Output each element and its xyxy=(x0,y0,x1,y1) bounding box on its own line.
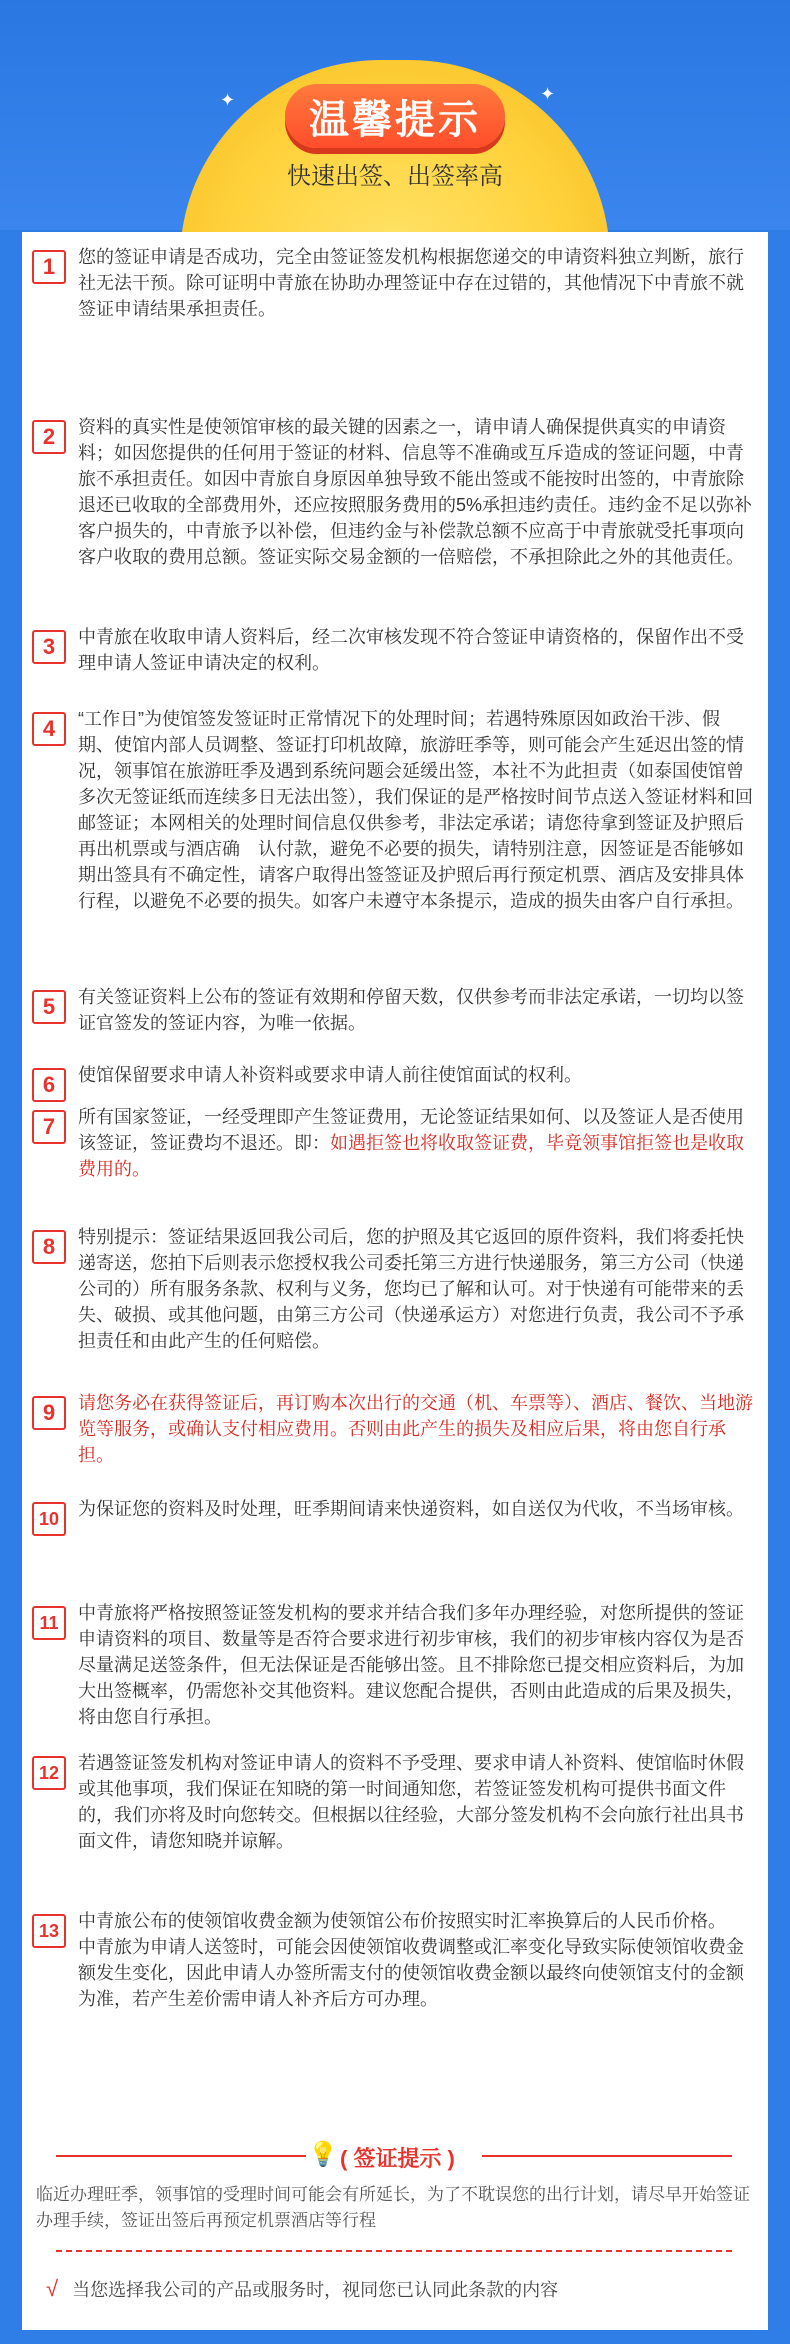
item-text-segment: 为保证您的资料及时处理，旺季期间请来快递资料，如自送仅为代收，不当场审核。 xyxy=(78,1499,744,1519)
item-text-segment: 若遇签证签发机构对签证申请人的资料不予受理、要求申请人补资料、使馆临时休假或其他事项，我们保证在知晓的第一时间通知您，若签证签发机构可提供书面文件的，我们亦将及时向您转交。但根据以往经验，大部分签发机构不会向旅行社出具书面文件，请您知晓并谅解。 xyxy=(78,1753,744,1851)
item-text-highlight: 请您务必在获得签证后，再订购本次出行的交通（机、车票等）、酒店、餐饮、当地游览等服务，或确认支付相应费用。否则由此产生的损失及相应后果，将由您自行承担。 xyxy=(78,1393,753,1465)
item-text-segment: 中青旅公布的使领馆收费金额为使领馆公布价按照实时汇率换算后的人民币价格。 xyxy=(78,1911,726,1931)
visa-tip-note: 临近办理旺季，领事馆的受理时间可能会有所延长，为了不耽误您的出行计划，请尽早开始签证办理手续，签证出签后再预定机票酒店等行程 xyxy=(36,2185,750,2230)
item-text xyxy=(78,1600,754,1730)
item-number: 10 xyxy=(32,1502,66,1536)
item-text xyxy=(78,624,754,676)
item-number: 7 xyxy=(32,1110,66,1144)
item-number: 12 xyxy=(32,1756,66,1790)
page-title: 温馨提示 xyxy=(309,97,481,142)
item-text xyxy=(78,1750,754,1854)
item-text-segment: 您的签证申请是否成功，完全由签证签发机构根据您递交的申请资料独立判断，旅行社无法干预。除可证明中青旅在协助办理签证中存在过错的，其他情况下中青旅不就签证申请结果承担责任。 xyxy=(78,247,744,319)
item-number: 11 xyxy=(32,1606,66,1640)
item-text-segment: 中青旅将严格按照签证签发机构的要求并结合我们多年办理经验，对您所提供的签证申请资料的项目、数量等是否符合要求进行初步审核，我们的初步审核内容仅为是否尽量满足送签条件，但无法保证是否能够出签。且不排除您已提交相应资料后，为加大出签概率，仍需您补交其他资料。建议您配合提供，否则由此造成的后果及损失，将由您自行承担。 xyxy=(78,1603,744,1727)
sparkle-icon: ✦ xyxy=(540,84,556,104)
item-number: 8 xyxy=(32,1230,66,1264)
title-badge xyxy=(285,84,505,148)
notice-panel xyxy=(22,232,768,2330)
item-number: 6 xyxy=(32,1068,66,1102)
terms-acceptance xyxy=(46,2276,746,2303)
visa-tip-divider xyxy=(22,2140,768,2170)
item-text-segment: 中青旅在收取申请人资料后，经二次审核发现不符合签证申请资格的，保留作出不受理申请人签证申请决定的权利。 xyxy=(78,627,744,673)
item-text xyxy=(78,1224,754,1354)
item-text-segment: 使馆保留要求申请人补资料或要求申请人前往使馆面试的权利。 xyxy=(78,1065,582,1085)
item-number: 9 xyxy=(32,1396,66,1430)
visa-tip-heading: ( 签证提示 ) xyxy=(340,2146,455,2171)
item-text-segment: “工作日”为使馆签发签证时正常情况下的处理时间；若遇特殊原因如政治干涉、假期、使馆内部人员调整、签证打印机故障，旅游旺季等，则可能会产生延迟出签的情况，领事馆在旅游旺季及遇到系统问题会延缓出签，本社不为此担责（如泰国使馆曾多次无签证纸而连续多日无法出签），我们保证的是严格按时间节点送入签证材料和回邮签证；本网相关的处理时间信息仅供参考，非法定承诺；请您待拿到签证及护照后再出机票或与酒店确 认付款，避免不必要的损失，请特别注意，因签证是否能够如期出签具有不确定性，请客户取得出签签证及护照后再行预定机票、酒店及安排具体行程，以避免不必要的损失。如客户未遵守本条提示，造成的损失由客户自行承担。 xyxy=(78,709,753,911)
item-text xyxy=(78,244,754,322)
item-text xyxy=(78,1390,754,1468)
item-number: 3 xyxy=(32,630,66,664)
item-text xyxy=(78,1496,754,1522)
item-text-segment: 资料的真实性是使领馆审核的最关键的因素之一，请申请人确保提供真实的申请资料；如因您提供的任何用于签证的材料、信息等不准确或互斥造成的签证问题，中青旅不承担责任。如因中青旅自身原因单独导致不能出签或不能按时出签的，中青旅除退还已收取的全部费用外，还应按照服务费用的5%承担违约责任。违约金不足以弥补客户损失的，中青旅予以补偿，但违约金与补偿款总额不应高于中青旅就受托事项向客户收取的费用总额。签证实际交易金额的一倍赔偿，不承担除此之外的其他责任。 xyxy=(78,417,753,567)
divider-line-left xyxy=(56,2155,306,2157)
item-text xyxy=(78,1908,754,2012)
page-subtitle: 快速出签、出签率高 xyxy=(287,163,503,190)
check-icon: √ xyxy=(46,2276,59,2301)
dashed-divider xyxy=(56,2250,732,2252)
item-text xyxy=(78,414,754,570)
item-text-highlight: 如遇拒签也将收取签证费，毕竟领事馆拒签也是收取费用的。 xyxy=(78,1133,744,1179)
header-banner xyxy=(0,0,790,230)
item-number: 13 xyxy=(32,1914,66,1948)
item-number: 4 xyxy=(32,712,66,746)
item-number: 5 xyxy=(32,990,66,1024)
item-text-segment: 中青旅为申请人送签时，可能会因使领馆收费调整或汇率变化导致实际使领馆收费金额发生变化，因此申请人办签所需支付的使领馆收费金额以最终向使领馆支付的金额为准，若产生差价需申请人补齐后方可办理。 xyxy=(78,1937,744,2009)
divider-line-right xyxy=(482,2155,732,2157)
item-number: 1 xyxy=(32,250,66,284)
item-text xyxy=(78,706,754,914)
item-text xyxy=(78,984,754,1036)
item-text-segment: 特别提示：签证结果返回我公司后，您的护照及其它返回的原件资料，我们将委托快递寄送，您拍下后则表示您授权我公司委托第三方进行快递服务，第三方公司（快递公司的）所有服务条款、权利与义务，您均已了解和认可。对于快递有可能带来的丢失、破损、或其他问题，由第三方公司（快递承运方）对您进行负责，我公司不予承担责任和由此产生的任何赔偿。 xyxy=(78,1227,744,1351)
item-text xyxy=(78,1062,754,1088)
sparkle-icon: ✦ xyxy=(220,90,236,110)
item-text-segment: 所有国家签证，一经受理即产生签证费用，无论签证结果如何、以及签证人是否使用该签证，签证费均不退还。即： xyxy=(78,1107,744,1153)
item-number: 2 xyxy=(32,420,66,454)
terms-acceptance-text: 当您选择我公司的产品或服务时，视同您已认同此条款的内容 xyxy=(72,2280,559,2300)
item-text-segment: 有关签证资料上公布的签证有效期和停留天数，仅供参考而非法定承诺，一切均以签证官签发的签证内容，为唯一依据。 xyxy=(78,987,744,1033)
item-text xyxy=(78,1104,754,1182)
lightbulb-icon: 💡 xyxy=(308,2141,338,2168)
